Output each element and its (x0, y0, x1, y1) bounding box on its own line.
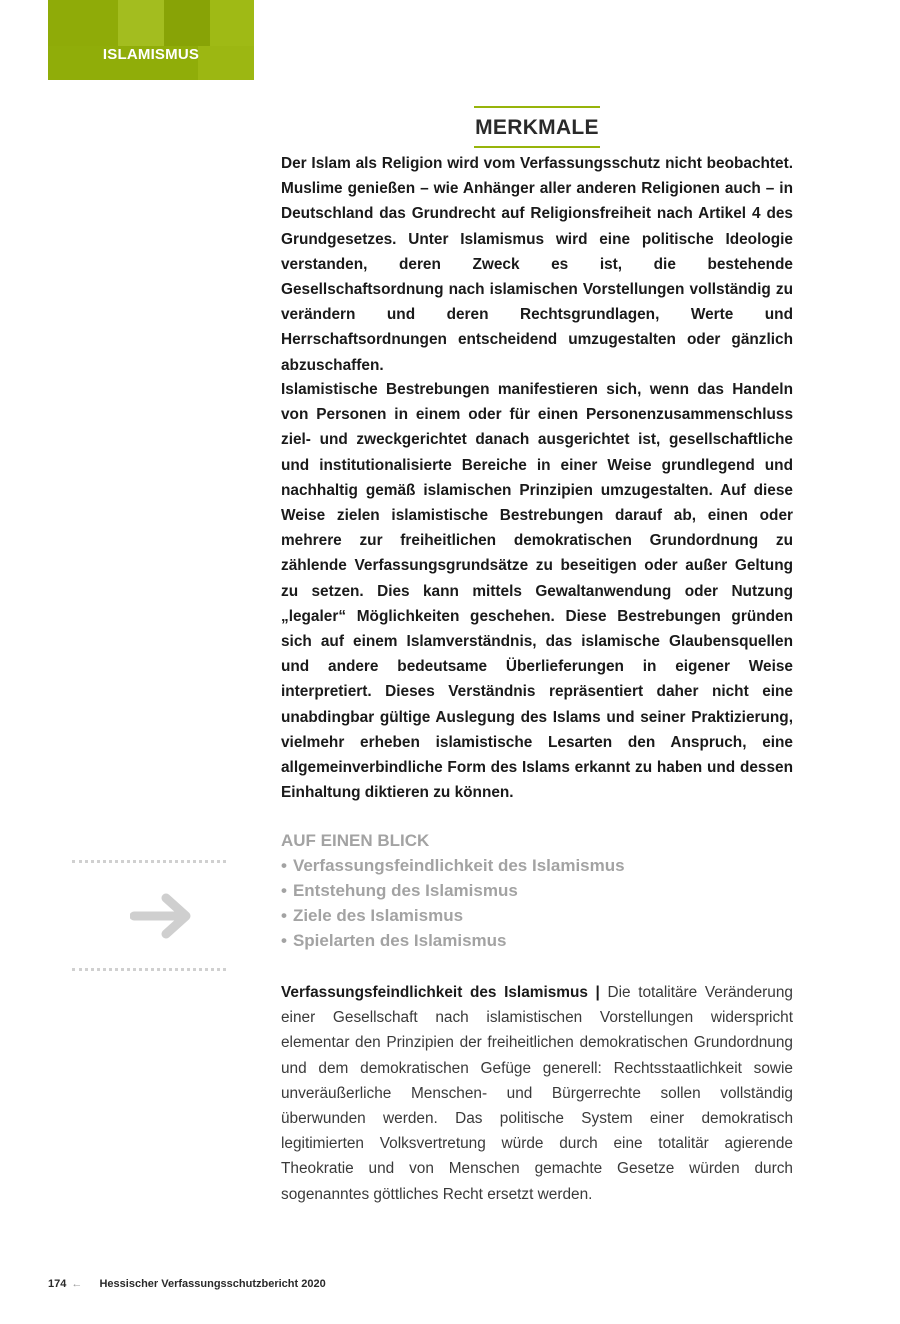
tag-pattern-tile (118, 0, 164, 46)
list-item[interactable]: • Verfassungsfeindlichkeit des Islamismus (281, 853, 793, 878)
heading-bottom-rule (474, 146, 600, 148)
tag-pattern-tile (210, 0, 254, 46)
tag-pattern-tile (164, 0, 210, 46)
dotted-divider-top (72, 860, 226, 863)
page-title: MERKMALE (475, 116, 599, 139)
page-footer (48, 1278, 326, 1290)
section-text: Die totalitäre Veränderung einer Gesellschaft nach islamistischen Vorstellungen widerspricht elementar den Prinzipien der freiheitlichen demokratischen Grundordnung und dem demokratischen Gefüge generell: Rechtsstaatlichkeit sowie unveräußerliche Menschen- und Bürgerrechte sollen vollständig überwunden werden. Das politische System einer demokratisch legitimierten Volksvertretung würde durch eine totalitär agierende Theokratie und von Menschen gemachte Gesetze würden durch sogenanntes göttliches Recht ersetzt werden. (281, 984, 793, 1203)
page-number: 174 (48, 1278, 67, 1290)
tag-pattern-tile (48, 0, 118, 46)
list-item[interactable]: • Spielarten des Islamismus (281, 928, 793, 953)
at-a-glance-box (281, 828, 793, 953)
definition-paragraph: Islamistische Bestrebungen manifestieren sich, wenn das Handeln von Personen in einem oder für einen Personenzusammenschluss ziel- und zweckgerichtet danach ausgerichtet ist, gesellschaftliche und institutionalisierte Bereiche in einer Weise grundlegend und nachhaltig gemäß islamischen Prinzipien umzugestalten. Auf diese Weise zielen islamistische Bestrebungen darauf ab, einen oder mehrere zur freiheitlichen demokratischen Grundordnung zu zählende Verfassungsgrundsätze zu beseitigen oder außer Geltung zu setzen. Dies kann mittels Gewaltanwendung oder Nutzung „legaler“ Möglichkeiten geschehen. Diese Bestrebungen gründen sich auf einem Islamverständnis, das islamische Glaubensquellen und andere bedeutsame Überlieferungen in eigener Weise interpretiert. Dieses Verständnis repräsentiert daher nicht eine unabdingbar gültige Auslegung des Islams und seiner Praktizierung, vielmehr erheben islamistische Lesarten den Anspruch, eine allgemeinverbindliche Form des Islams erkannt zu haben und dessen Einhaltung diktieren zu können. (281, 381, 793, 802)
section-tag (48, 0, 254, 80)
back-arrow-icon[interactable]: ← (71, 1278, 83, 1290)
at-a-glance-list (281, 853, 793, 953)
intro-paragraph: Der Islam als Religion wird vom Verfassungsschutz nicht beobachtet. Muslime genießen – wie Anhänger aller anderen Religionen auch – in Deutschland das Grundrecht auf Religionsfreiheit nach Artikel 4 des Grundgesetzes. Unter Islamismus wird eine politische Ideologie verstanden, deren Zweck es ist, die bestehende Gesellschaftsordnung nach islamischen Vorstellungen vollständig zu verändern und deren Rechtsgrundlagen, Werte und Herrschaftsordnungen entscheidend umzugestalten oder gänzlich abzuschaffen. (281, 155, 793, 374)
publication-title: Hessischer Verfassungsschutzbericht 2020 (99, 1278, 326, 1290)
section-label: ISLAMISMUS (102, 46, 200, 63)
list-item[interactable]: • Entstehung des Islamismus (281, 878, 793, 903)
at-a-glance-title: AUF EINEN BLICK (281, 831, 430, 850)
list-item[interactable]: • Ziele des Islamismus (281, 903, 793, 928)
section-lead: Verfassungsfeindlichkeit des Islamismus | (281, 984, 600, 1001)
arrow-right-icon (130, 890, 196, 942)
dotted-divider-bottom (72, 968, 226, 971)
section-paragraph (281, 980, 793, 1207)
heading-top-rule (474, 106, 600, 108)
section-heading-block (474, 106, 600, 148)
